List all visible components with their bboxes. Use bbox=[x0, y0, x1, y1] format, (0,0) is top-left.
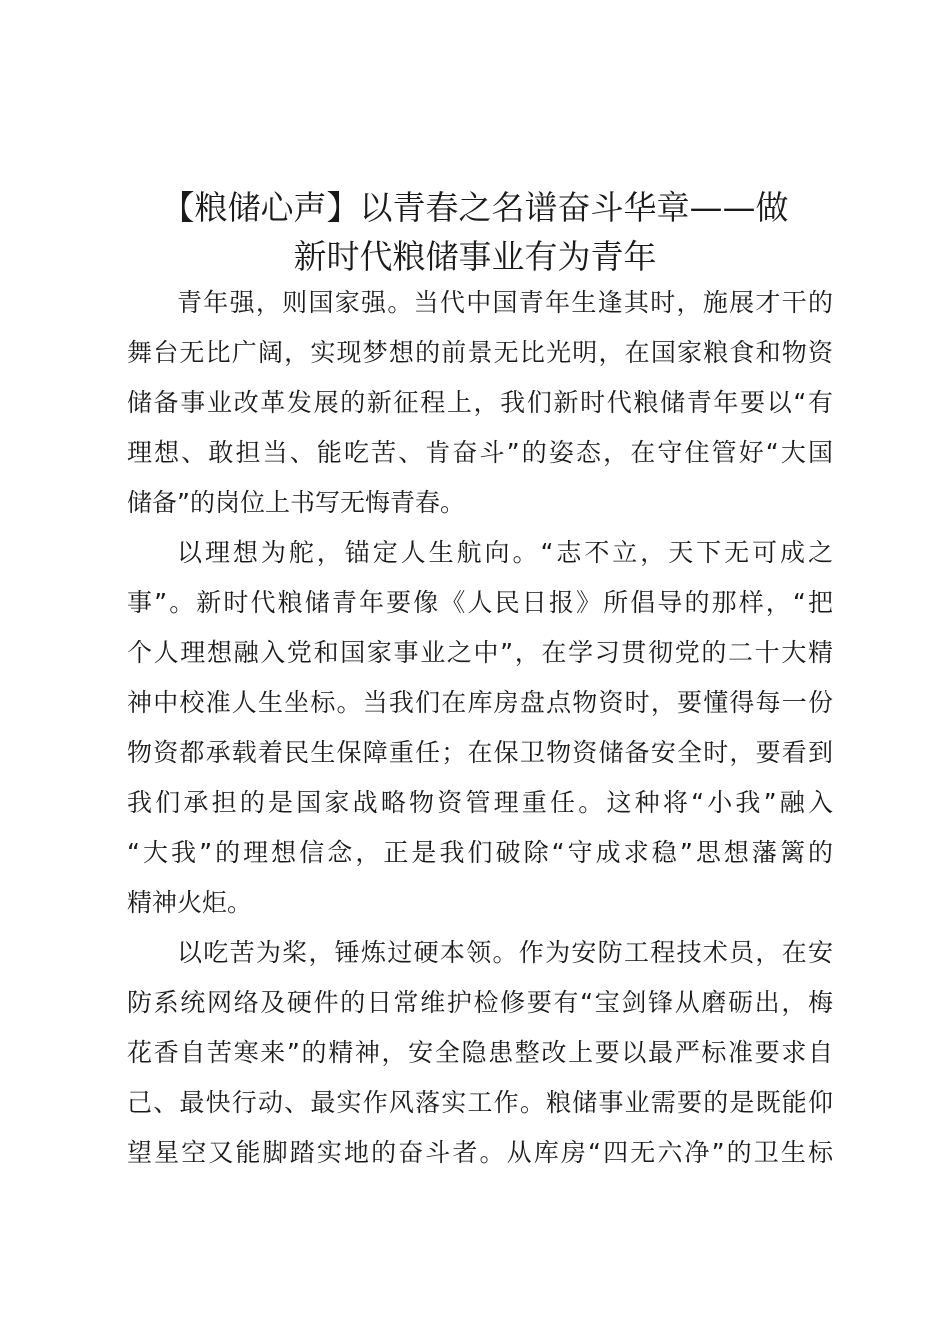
text-line: 物资都承载着民生保障重任；在保卫物资储备安全时，要看到 bbox=[127, 738, 833, 767]
title-line: 【粮储心声】以青春之名谱奋斗华章——做 bbox=[161, 188, 789, 227]
document-title bbox=[120, 183, 830, 281]
paragraph bbox=[127, 928, 833, 1178]
text-line: 我们承担的是国家战略物资管理重任。这种将“小我”融入 bbox=[127, 788, 833, 817]
text-line: 望星空又能脚踏实地的奋斗者。从库房“四无六净”的卫生标 bbox=[127, 1138, 833, 1167]
paragraph bbox=[127, 528, 833, 928]
text-line: 舞台无比广阔，实现梦想的前景无比光明，在国家粮食和物资 bbox=[127, 338, 833, 367]
text-line: 花香自苦寒来”的精神，安全隐患整改上要以最严标准要求自 bbox=[127, 1038, 833, 1067]
text-line: 储备事业改革发展的新征程上，我们新时代粮储青年要以“有 bbox=[127, 388, 833, 417]
text-line: 以吃苦为桨，锤炼过硬本领。作为安防工程技术员，在安 bbox=[177, 938, 833, 967]
title-line: 新时代粮储事业有为青年 bbox=[293, 237, 657, 276]
text-line: 事”。新时代粮储青年要像《人民日报》所倡导的那样，“把 bbox=[127, 588, 833, 617]
text-line: 青年强，则国家强。当代中国青年生逢其时，施展才干的 bbox=[177, 288, 833, 317]
text-line: 己、最快行动、最实作风落实工作。粮储事业需要的是既能仰 bbox=[127, 1088, 833, 1117]
document-body bbox=[127, 278, 833, 1178]
text-line: 精神火炬。 bbox=[127, 888, 253, 917]
text-line: 理想、敢担当、能吃苦、肯奋斗”的姿态，在守住管好“大国 bbox=[127, 438, 833, 467]
text-line: 防系统网络及硬件的日常维护检修要有“宝剑锋从磨砺出，梅 bbox=[127, 988, 833, 1017]
text-line: 储备”的岗位上书写无悔青春。 bbox=[127, 488, 465, 517]
text-line: 神中校准人生坐标。当我们在库房盘点物资时，要懂得每一份 bbox=[127, 688, 833, 717]
text-line: “大我”的理想信念，正是我们破除“守成求稳”思想藩篱的 bbox=[127, 838, 833, 867]
paragraph bbox=[127, 278, 833, 528]
text-line: 个人理想融入党和国家事业之中”，在学习贯彻党的二十大精 bbox=[127, 638, 833, 667]
text-line: 以理想为舵，锚定人生航向。“志不立，天下无可成之 bbox=[177, 538, 833, 567]
